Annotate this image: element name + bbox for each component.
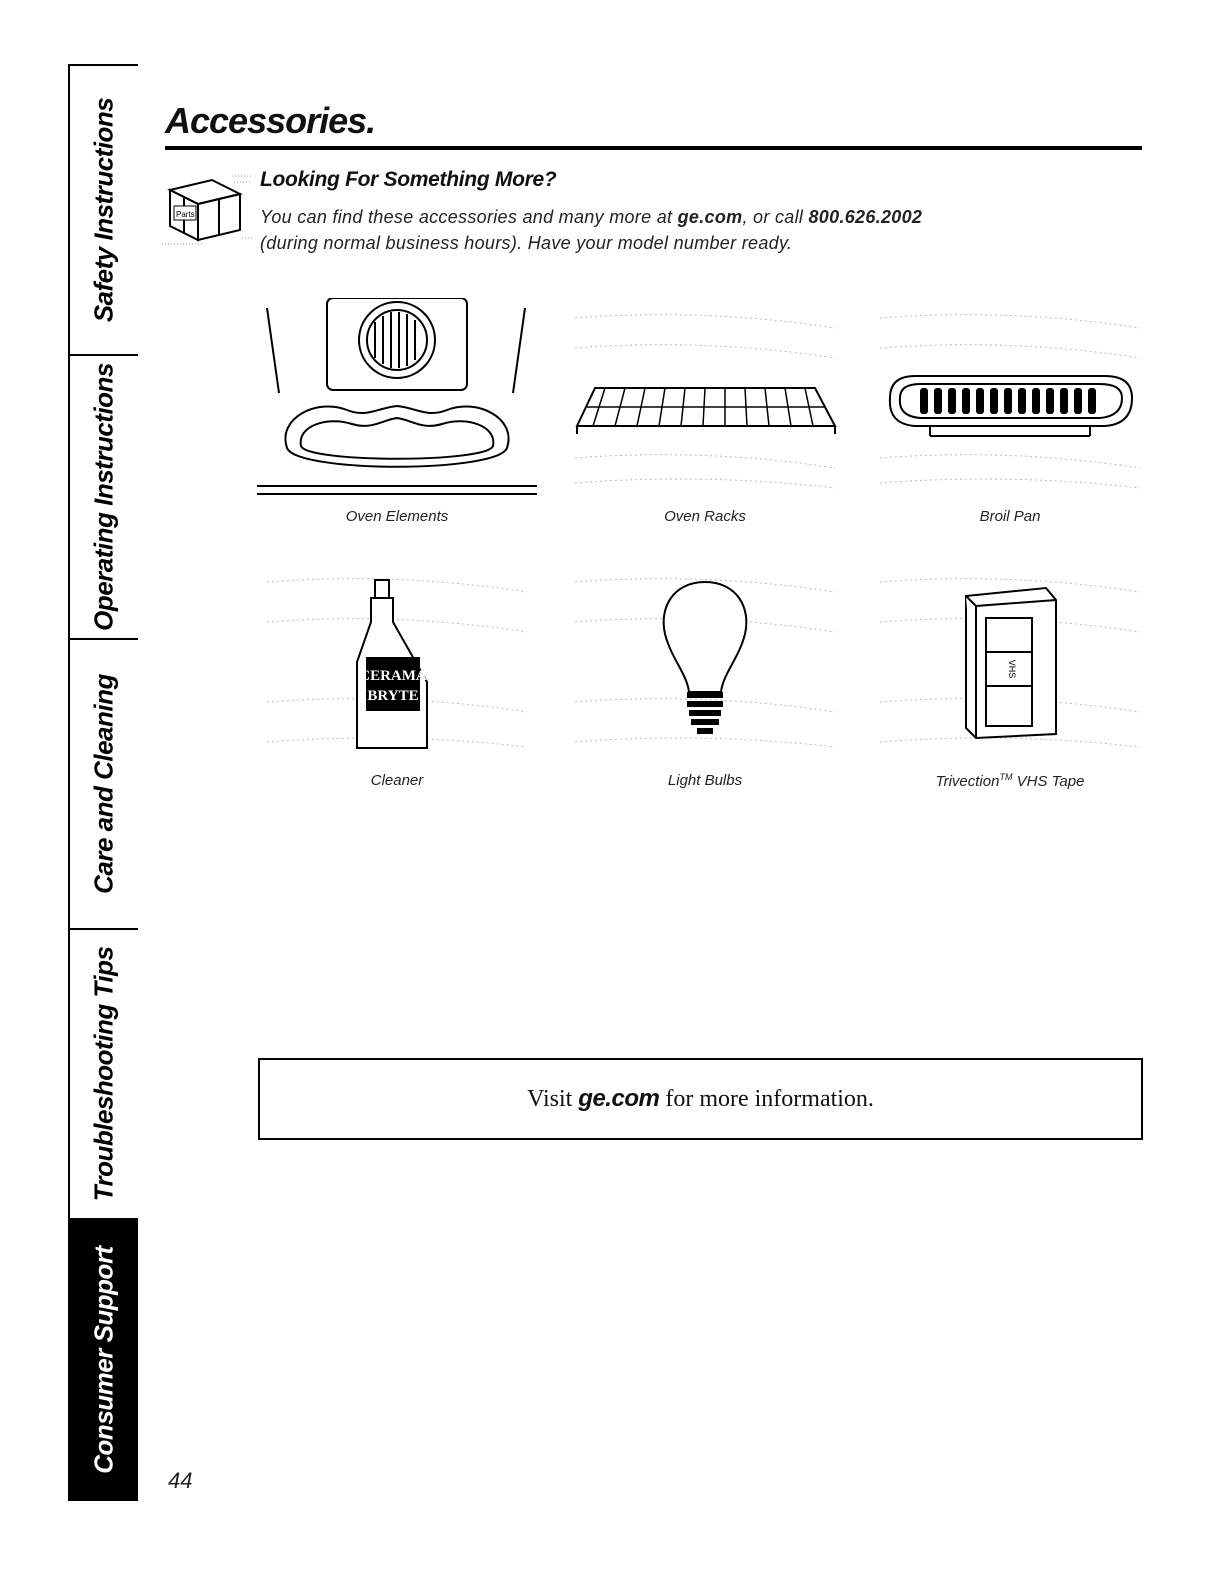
intro-heading: Looking For Something More? bbox=[260, 168, 557, 191]
accessory-caption: Broil Pan bbox=[979, 508, 1041, 525]
oven-element-icon bbox=[257, 298, 537, 498]
accessory-caption: Cleaner bbox=[370, 772, 424, 789]
cleaner-bottle-icon bbox=[257, 562, 537, 762]
svg-text:Parts: Parts bbox=[176, 210, 195, 219]
accessory-vhs-tape bbox=[870, 562, 1150, 790]
broil-pan-icon bbox=[870, 298, 1150, 498]
accessory-oven-elements bbox=[257, 298, 537, 525]
page-number: 44 bbox=[168, 1468, 193, 1493]
website-link[interactable]: ge.com bbox=[578, 1085, 660, 1112]
svg-text:VHS: VHS bbox=[1007, 659, 1017, 679]
tab-consumer-support[interactable] bbox=[70, 1220, 138, 1499]
tab-label: Consumer Support bbox=[88, 1245, 119, 1474]
tab-operating-instructions[interactable] bbox=[70, 356, 138, 640]
accessory-caption: Oven Elements bbox=[345, 508, 449, 525]
phone-number: 800.626.2002 bbox=[808, 207, 923, 227]
tab-label: Operating Instructions bbox=[88, 363, 119, 631]
tab-care-and-cleaning[interactable] bbox=[70, 640, 138, 930]
title-rule bbox=[165, 146, 1142, 150]
svg-text:CERAMA: CERAMA bbox=[359, 668, 427, 684]
tab-safety-instructions[interactable] bbox=[70, 66, 138, 356]
section-tabs bbox=[68, 64, 138, 1501]
tab-troubleshooting-tips[interactable] bbox=[70, 930, 138, 1220]
intro-line-2: (during normal business hours). Have your model number ready. bbox=[260, 233, 793, 253]
page-title: Accessories. bbox=[165, 100, 376, 141]
visit-website-box: Visit ge.com for more information. bbox=[258, 1058, 1143, 1140]
accessory-broil-pan bbox=[870, 298, 1150, 525]
oven-rack-icon bbox=[565, 298, 845, 498]
accessory-caption: Light Bulbs bbox=[667, 772, 743, 789]
website-link[interactable]: ge.com bbox=[677, 207, 743, 227]
accessory-caption: Oven Racks bbox=[664, 508, 746, 525]
parts-box-icon bbox=[162, 168, 252, 248]
accessory-light-bulbs bbox=[565, 562, 845, 789]
svg-text:BRYTE: BRYTE bbox=[367, 688, 419, 704]
trademark-mark: TM bbox=[999, 772, 1013, 782]
light-bulb-icon bbox=[565, 562, 845, 762]
tab-label: Safety Instructions bbox=[88, 97, 119, 323]
intro-body bbox=[260, 204, 922, 256]
intro-line-1: You can find these accessories and many more at ge.com, or call 800.626.2002 bbox=[260, 207, 923, 227]
accessory-oven-racks bbox=[565, 298, 845, 525]
tab-label: Care and Cleaning bbox=[88, 674, 119, 894]
accessory-caption: Trivection™ VHS Tape bbox=[935, 772, 1085, 790]
tab-label: Troubleshooting Tips bbox=[88, 946, 119, 1202]
vhs-tape-icon bbox=[870, 562, 1150, 762]
accessory-cleaner bbox=[257, 562, 537, 789]
